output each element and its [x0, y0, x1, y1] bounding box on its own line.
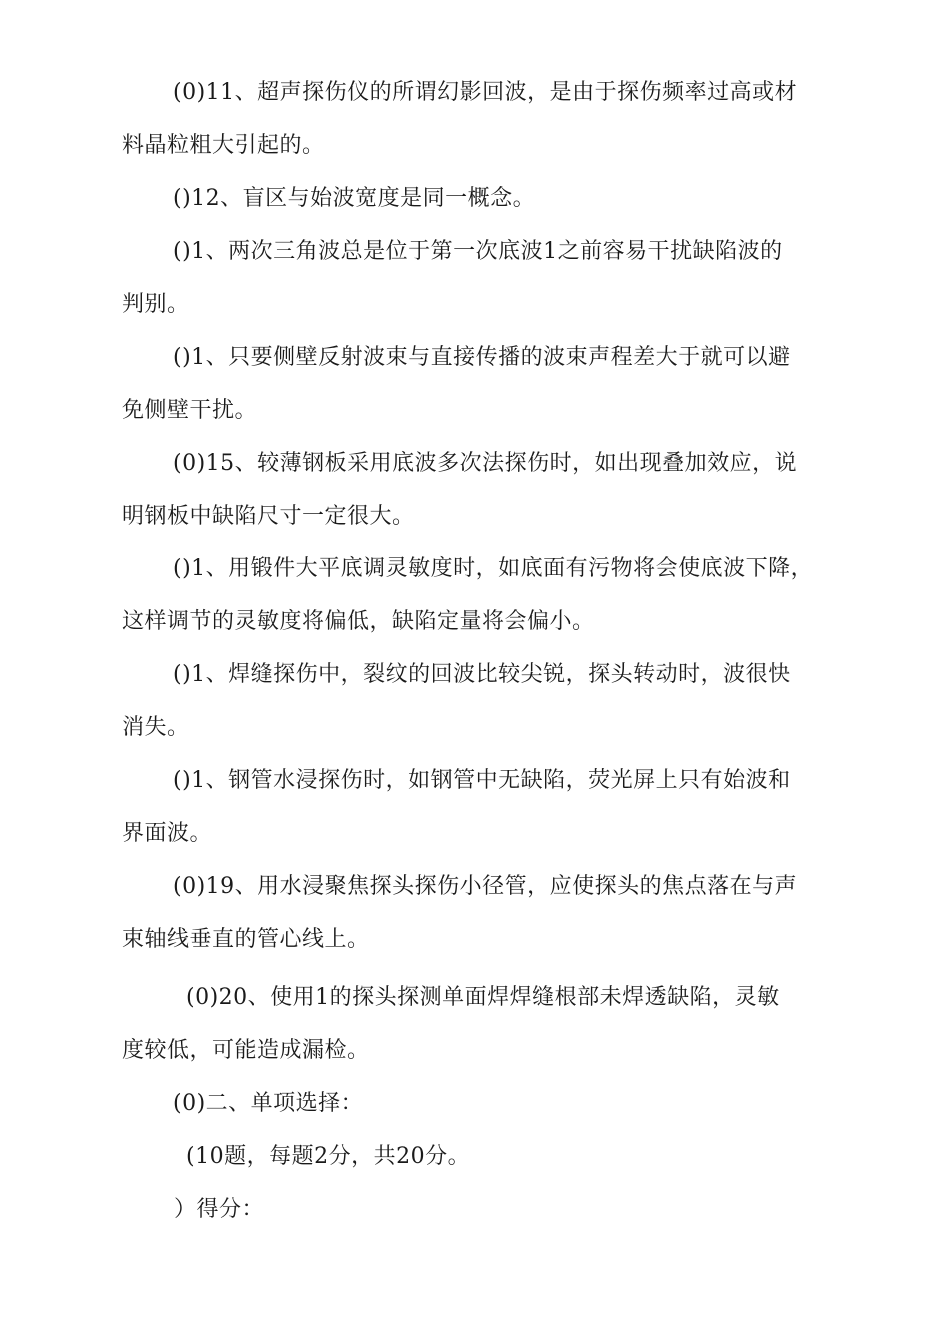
section-note: (10题，每题2分，共20分。: [186, 1144, 471, 1169]
item-13-line-2: 判别。: [122, 292, 190, 317]
item-20-line-2: 度较低，可能造成漏检。: [122, 1038, 370, 1063]
item-14-line-2: 免侧壁干扰。: [122, 398, 258, 423]
item-13-line-1: ()1、两次三角波总是位于第一次底波1之前容易干扰缺陷波的: [173, 239, 783, 264]
item-15-line-2: 明钢板中缺陷尺寸一定很大。: [122, 504, 415, 529]
item-17-line-2: 消失。: [122, 715, 190, 740]
item-17-line-1: ()1、焊缝探伤中，裂纹的回波比较尖锐，探头转动时，波很快: [173, 662, 791, 687]
item-16-line-1: ()1、用锻件大平底调灵敏度时，如底面有污物将会使底波下降，: [173, 556, 814, 581]
item-20-line-1: (0)20、使用1的探头探测单面焊焊缝根部未焊透缺陷，灵敏: [186, 985, 780, 1010]
item-18-line-2: 界面波。: [122, 821, 213, 846]
item-16-line-2: 这样调节的灵敏度将偏低，缺陷定量将会偏小。: [122, 609, 595, 634]
item-19-line-1: (0)19、用水浸聚焦探头探伤小径管，应使探头的焦点落在与声: [173, 874, 798, 899]
section-heading: (0)二、单项选择：: [173, 1091, 364, 1116]
item-11-line-2: 料晶粒粗大引起的。: [122, 133, 325, 158]
item-12-line-1: ()12、盲区与始波宽度是同一概念。: [173, 186, 536, 211]
item-15-line-1: (0)15、较薄钢板采用底波多次法探伤时，如出现叠加效应，说: [173, 451, 798, 476]
item-19-line-2: 束轴线垂直的管心线上。: [122, 927, 370, 952]
item-14-line-1: ()1、只要侧壁反射波束与直接传播的波束声程差大于就可以避: [173, 345, 791, 370]
item-18-line-1: ()1、钢管水浸探伤时，如钢管中无缺陷，荧光屏上只有始波和: [173, 768, 791, 793]
item-11-line-1: (0)11、超声探伤仪的所谓幻影回波，是由于探伤频率过高或材: [173, 80, 798, 105]
score-label: ）得分：: [174, 1197, 265, 1222]
